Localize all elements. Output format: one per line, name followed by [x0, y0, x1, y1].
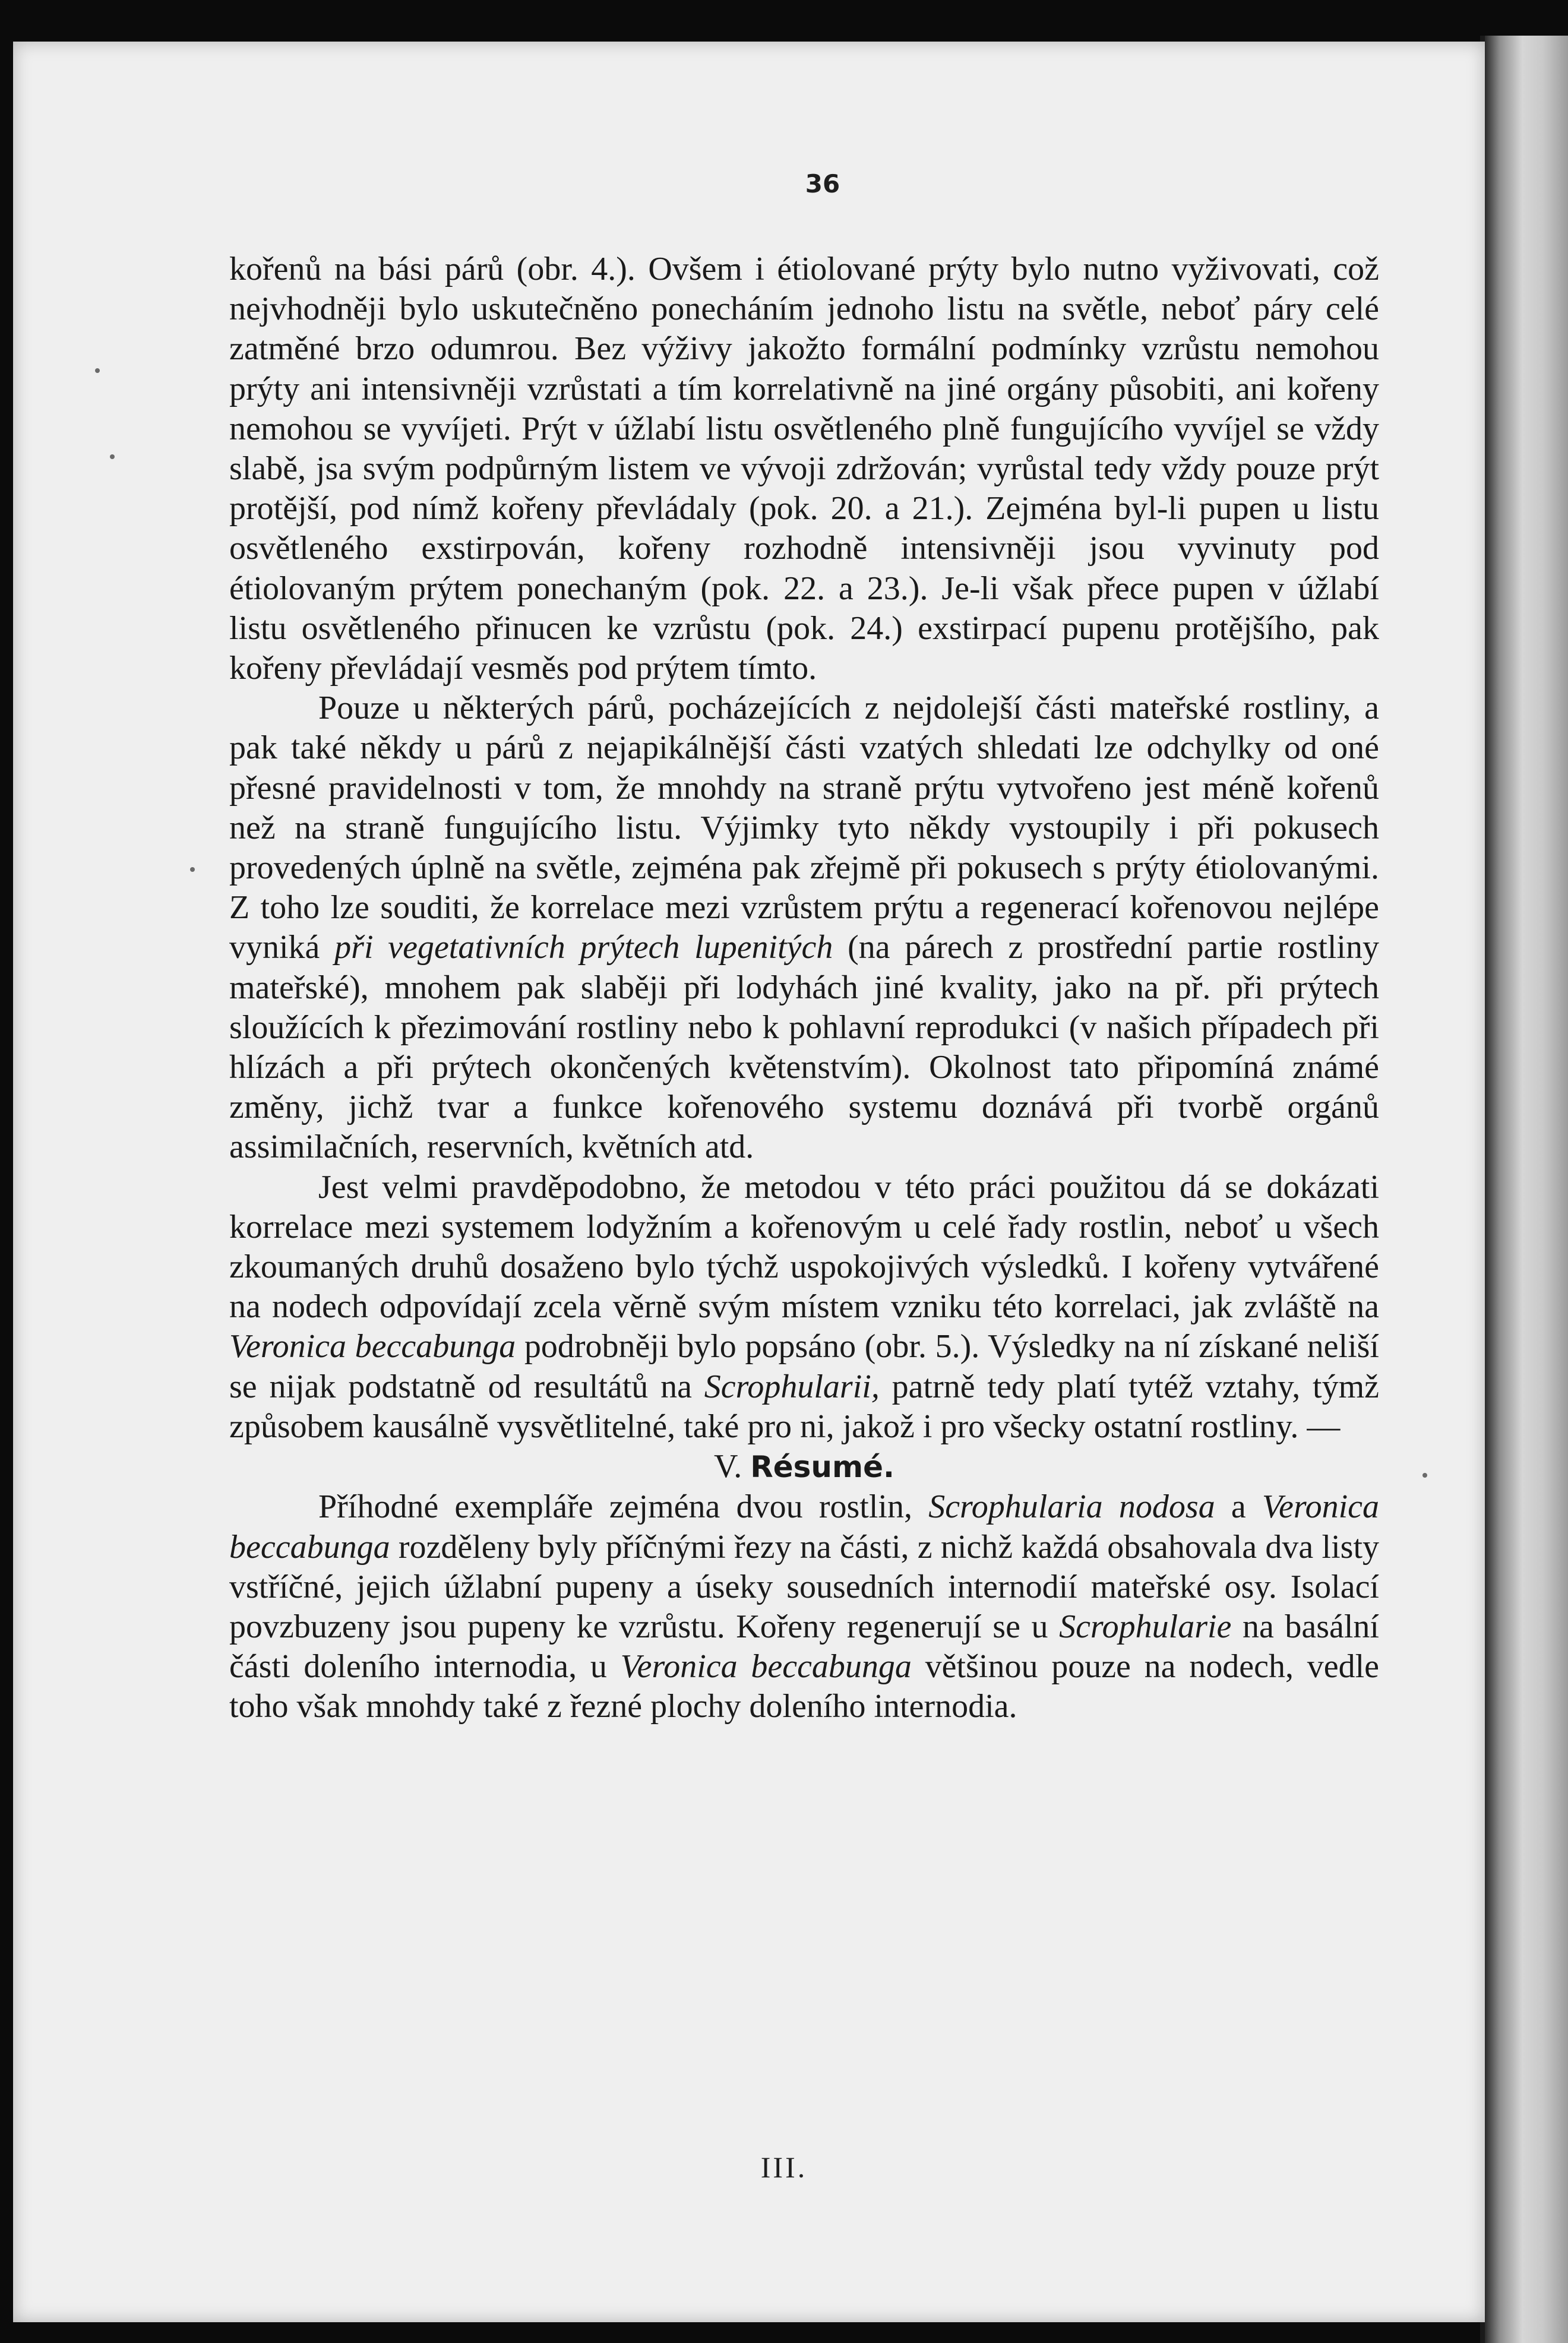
paragraph-2 [229, 688, 1379, 1167]
paragraph-3-text: patrně tedy platí tytéž vztahy, týmž způsobem kausálně vysvětlitelné, také pro ni, jakož i pro všecky ostatní rostliny. — [229, 1368, 1379, 1445]
paragraph-2-text: (na párech z prostřední partie rostliny mateřské), mnohem pak slaběji při lodyhách jiné kvality, jako na př. při prýtech sloužících k přezimování rostliny nebo k pohlavní reprodukci (v našich případech při hlízách a při prýtech okončených květenstvím). Okolnost tato připomíná známé změny, jichž tvar a funkce kořenového systemu doznává při tvorbě orgánů assimilačních, reservních, květních atd. [229, 929, 1379, 1166]
resume-text: na basální části doleního internodia, u [229, 1608, 1379, 1686]
section-heading [229, 1447, 1379, 1487]
section-title: Résumé. [750, 1450, 894, 1485]
body-text [229, 249, 1379, 1727]
paper-speck [110, 454, 115, 459]
resume-text: a [1215, 1488, 1262, 1526]
paragraph-3 [229, 1168, 1379, 1447]
paper-speck [1422, 1473, 1427, 1478]
paragraph-3-text: podrobněji bylo popsáno (obr. 5.). Výsledky na ní získané neliší se nijak podstatně od resultátů na [229, 1328, 1379, 1405]
page-number: 36 [805, 169, 840, 198]
paragraph-3-text: Jest velmi pravděpodobno, že metodou v této práci použitou dá se dokázati korrelace mezi systemem lodyžním a kořenovým u celé řady rostlin, neboť u všech zkoumaných druhů dosaženo bylo týchž uspokojivých výsledků. I kořeny vytvářené na nodech odpovídají zcela věrně svým místem vzniku této korrelaci, jak zvláště na [229, 1168, 1379, 1326]
paragraph-1: kořenů na bási párů (obr. 4.). Ovšem i étiolované prýty bylo nutno vyživovati, což nejvhodněji bylo uskutečněno ponecháním jednoho listu na světle, neboť páry celé zatměné brzo odumrou. Bez výživy jakožto formální podmínky vzrůstu nemohou prýty ani intensivněji vzrůstati a tím korrelativně na jiné orgány působiti, ani kořeny nemohou se vyvíjeti. Prýt v úžlabí listu osvětleného plně fungujícího vyvíjel se vždy slabě, jsa svým podpůrným listem ve vývoji zdržován; vyrůstal tedy vždy pouze prýt protější, pod nímž kořeny převládaly (pok. 20. a 21.). Zejména byl-li pupen u listu osvětleného exstirpován, kořeny rozhodně intensivněji jsou vyvinuty pod étiolovaným prýtem ponechaným (pok. 22. a 23.). Je-li však přece pupen v úžlabí listu osvětleného přinucen ke vzrůstu (pok. 24.) exstirpací pupenu protějšího, pak kořeny převládají vesměs pod prýtem tímto. [229, 251, 1379, 687]
species-name: Veronica beccabunga [229, 1488, 1379, 1566]
resume-text: Příhodné exempláře zejména dvou rostlin, [318, 1488, 929, 1526]
book-spine [1485, 36, 1568, 2343]
species-name: Veronica beccabunga [229, 1328, 516, 1365]
section-number: V. [713, 1448, 742, 1485]
resume-paragraph [229, 1487, 1379, 1727]
resume-text: většinou pouze na nodech, vedle toho však mnohdy také z řezné plochy doleního internodia. [229, 1648, 1379, 1725]
species-name: Veronica beccabunga [620, 1648, 912, 1686]
signature-mark: III. [760, 2151, 808, 2184]
species-name: Scrophularie [1059, 1608, 1232, 1645]
paragraph-2-text: Pouze u některých párů, pocházejících z nejdolejší části mateřské rostliny, a pak také někdy u párů z nejapikálnější části vzatých shledati lze odchylky od oné přesné pravidelnosti v tom, že mnohdy na straně prýtu vytvořeno jest méně kořenů než na straně fungujícího listu. Výjimky tyto někdy vystoupily i při pokusech provedených úplně na světle, zejména pak zřejmě při pokusech s prýty étiolovanými. Z toho lze souditi, že korrelace mezi vzrůstem prýtu a regenerací kořenovou nejlépe vyniká [229, 690, 1379, 966]
italic-phrase: při vegetativních prýtech lupenitých [334, 929, 833, 966]
paper-speck [190, 867, 195, 872]
species-name: Scrophularia nodosa [928, 1488, 1215, 1526]
resume-text: rozděleny byly příčnými řezy na části, z nichž každá obsahovala dva listy vstříčné, jejich úžlabní pupeny a úseky sousedních internodií mateřské osy. Isolací povzbuzeny jsou pupeny ke vzrůstu. Kořeny regenerují se u [229, 1528, 1379, 1645]
paper-speck [95, 368, 100, 373]
species-name: Scrophularii, [704, 1368, 880, 1405]
